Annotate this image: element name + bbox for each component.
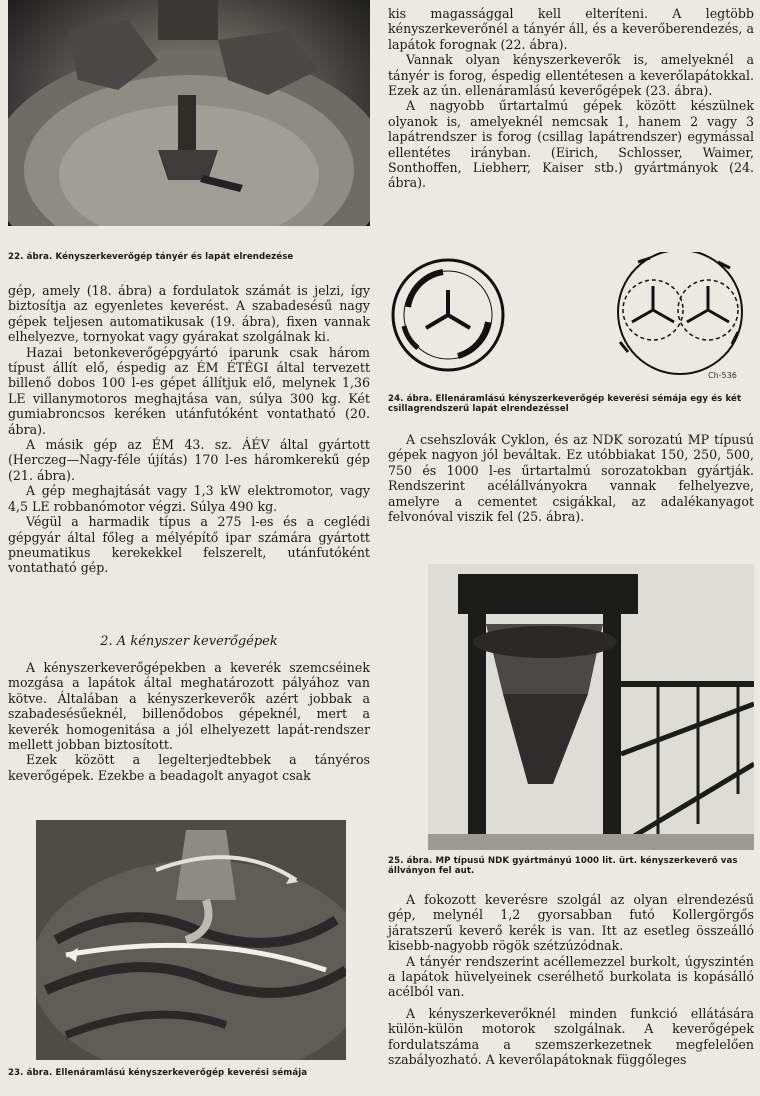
paragraph: Vannak olyan kényszerkeverők is, amelyeknél a tányér is forog, éspedig ellentétesen a keverőlapátokkal. Ezek az ún. ellenáramlású keverőgépek (23. ábra). bbox=[388, 52, 754, 99]
paragraph: kis magassággal kell elteríteni. A legtöbb kényszerkeverőnél a tányér áll, és a keverőberendezés, a lapátok forognak (22. ábra). bbox=[388, 6, 754, 52]
paragraph: A kényszerkeverőgépekben a keverék szemcséinek mozgása a lapátok által meghatározott pályához van kötve. Általában a kényszerkeverők azért jobbak a szabadesésűeknél, billenődobos gépeknél, mert a keverék homogenitása a jól elhelyezett lapát-rendszer mellett jobban biztosított. bbox=[8, 660, 370, 753]
paragraph: A tányér rendszerint acéllemezzel burkolt, úgyszintén a lapátok hüvelyeinek cserélhető burkolata is kopásálló acélból van. bbox=[388, 953, 754, 1000]
figure-25-caption: 25. ábra. MP típusú NDK gyártmányú 1000 lit. ürt. kényszerkeverő vas állványon fel aut. bbox=[388, 856, 738, 876]
paragraph: Hazai betonkeverőgépgyártó iparunk csak három típust állít elő, éspedig az ÉM ÉTÉGI által tervezett billenő dobos 100 l-es gépet állítjuk elő, melynek 1,36 LE villanymotoros meghajtása van, súlya 300 kg. Két gumiabroncsos keréken utánfutóként vontatható (20. ábra). bbox=[8, 344, 370, 437]
counterflow-mixer-illustration bbox=[36, 820, 346, 1060]
single-star-scheme bbox=[393, 260, 503, 370]
paragraph: Ezek között a legelterjedtebbek a tányéros keverőgépek. Ezekbe a beadagolt anyagot csak bbox=[8, 752, 370, 783]
left-body-text bbox=[8, 283, 370, 576]
paragraph: gép, amely (18. ábra) a fordulatok számát is jelzi, így biztosítja az egyenletes keverést. A szabadesésű nagy gépek teljesen automatikusak (19. ábra), fixen vannak elhelyezve, tornyokat vagy gyárakat szolgálnak ki. bbox=[8, 283, 370, 345]
mixer-pan-illustration bbox=[8, 0, 370, 226]
right-body-text-2 bbox=[388, 432, 754, 524]
paragraph: A kényszerkeverőknél minden funkció ellátására külön-külön motorok szolgálnak. A keverőgépek fordulatszáma a szemszerkezetnek megfelelően szabályozható. A keverőlapátoknak függőleges bbox=[388, 1005, 754, 1068]
figure-24-stamp: Ch-536 bbox=[708, 371, 737, 380]
paragraph: A fokozott keverésre szolgál az olyan elrendezésű gép, melynél 1,2 gyorsabban futó Kollergörgős járatszerű keverő kerék is van. Itt az esetleg összeálló kisebb-nagyobb rögök szétzúzódnak. bbox=[388, 892, 754, 954]
paragraph: A nagyobb űrtartalmú gépek között készülnek olyanok is, amelyeknél nemcsak 1, hanem 2 vagy 3 lapátrendszer is forog (csillag lapátrendszer) egymással ellentétes irányban. (Eirich, Schlosser, Waimer, Sonthoffen, Liebherr, Kaiser stb.) gyártmányok (24. ábra). bbox=[388, 98, 754, 191]
figure-23-caption: 23. ábra. Ellenáramlású kényszerkeverőgép keverési sémája bbox=[8, 1068, 308, 1078]
figure-23-photo bbox=[36, 820, 346, 1060]
figure-22-caption: 22. ábra. Kényszerkeverőgép tányér és lapát elrendezése bbox=[8, 252, 294, 262]
section-heading: 2. A kényszer keverőgépek bbox=[100, 634, 278, 649]
figure-24-diagram bbox=[388, 252, 754, 382]
left-body-text-2 bbox=[8, 660, 370, 783]
paragraph: A gép meghajtását vagy 1,3 kW elektromotor, vagy 4,5 LE robbanómotor végzi. Súlya 490 kg. bbox=[8, 483, 370, 514]
figure-24-caption: 24. ábra. Ellenáramlású kényszerkeverőgép keverési sémája egy és két csillagrendszerű lapát elrendezéssel bbox=[388, 394, 742, 414]
mixer-on-steel-frame-illustration bbox=[428, 564, 754, 850]
paragraph: A másik gép az ÉM 43. sz. ÁÉV által gyártott (Herczeg—Nagy-féle újítás) 170 l-es háromkerekű gép (21. ábra). bbox=[8, 437, 370, 483]
figure-25-photo bbox=[428, 564, 754, 850]
right-body-text-3 bbox=[388, 892, 754, 1067]
right-body-text bbox=[388, 6, 754, 191]
figure-22-photo bbox=[8, 0, 370, 226]
double-star-scheme bbox=[618, 252, 742, 374]
paragraph: Végül a harmadik típus a 275 l-es és a ceglédi gépgyár által főleg a mélyépítő ipar számára gyártott pneumatikus kerekekkel felszerelt, utánfutóként vontatható gép. bbox=[8, 514, 370, 576]
paragraph: A csehszlovák Cyklon, és az NDK sorozatú MP típusú gépek nagyon jól beváltak. Ez utóbbiakat 150, 250, 500, 750 és 1000 l-es űrtartalmú sorozatokban gyártják. Rendszerint acélállványokra vannak felhelyezve, amelyre a cementet csigákkal, az adalékanyagot felvonóval viszik fel (25. ábra). bbox=[388, 432, 754, 525]
